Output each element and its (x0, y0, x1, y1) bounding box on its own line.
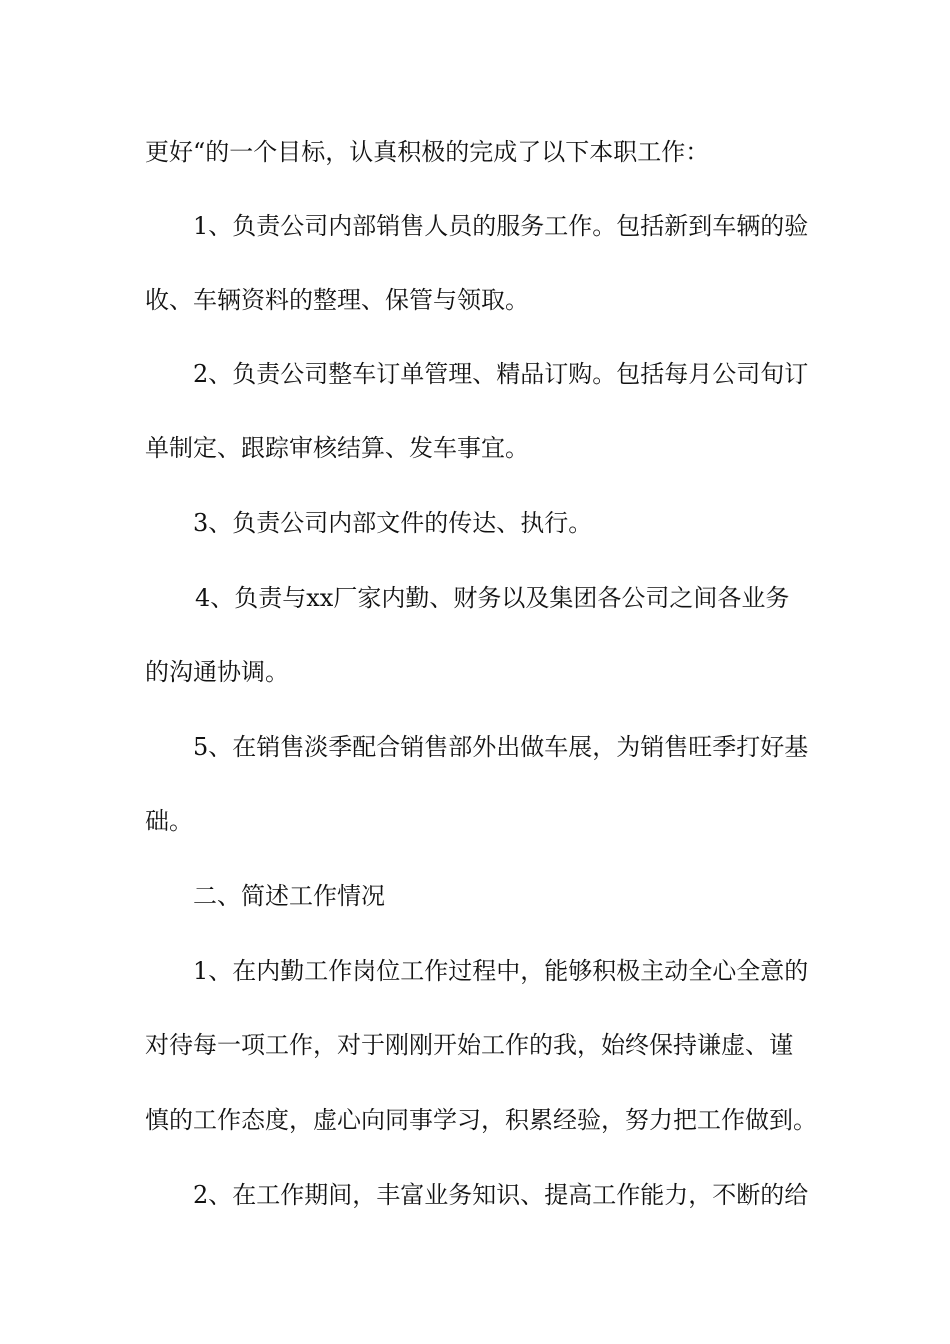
section-heading: 二、简述工作情况 (193, 882, 385, 910)
text-line-5: 单制定、跟踪审核结算、发车事宜。 (145, 434, 529, 462)
text-line-15: 2、在工作期间，丰富业务知识、提高工作能力，不断的给 (193, 1181, 809, 1209)
text-line-13: 对待每一项工作，对于刚刚开始工作的我，始终保持谦虚、谨 (145, 1031, 793, 1059)
text-line-7: 4、负责与xx厂家内勤、财务以及集团各公司之间各业务 (195, 584, 790, 612)
text-line-3: 收、车辆资料的整理、保管与领取。 (145, 286, 529, 314)
text-line-1: 更好“的一个目标，认真积极的完成了以下本职工作： (145, 138, 710, 166)
text-line-10: 础。 (145, 807, 193, 835)
text-line-2: 1、负责公司内部销售人员的服务工作。包括新到车辆的验 (193, 212, 809, 240)
text-line-9: 5、在销售淡季配合销售部外出做车展，为销售旺季打好基 (193, 733, 809, 761)
text-line-8: 的沟通协调。 (145, 658, 289, 686)
text-line-12: 1、在内勤工作岗位工作过程中，能够积极主动全心全意的 (193, 957, 809, 985)
text-line-6: 3、负责公司内部文件的传达、执行。 (193, 509, 593, 537)
text-line-4: 2、负责公司整车订单管理、精品订购。包括每月公司旬订 (193, 360, 809, 388)
text-line-14: 慎的工作态度，虚心向同事学习，积累经验，努力把工作做到。 (145, 1106, 817, 1134)
